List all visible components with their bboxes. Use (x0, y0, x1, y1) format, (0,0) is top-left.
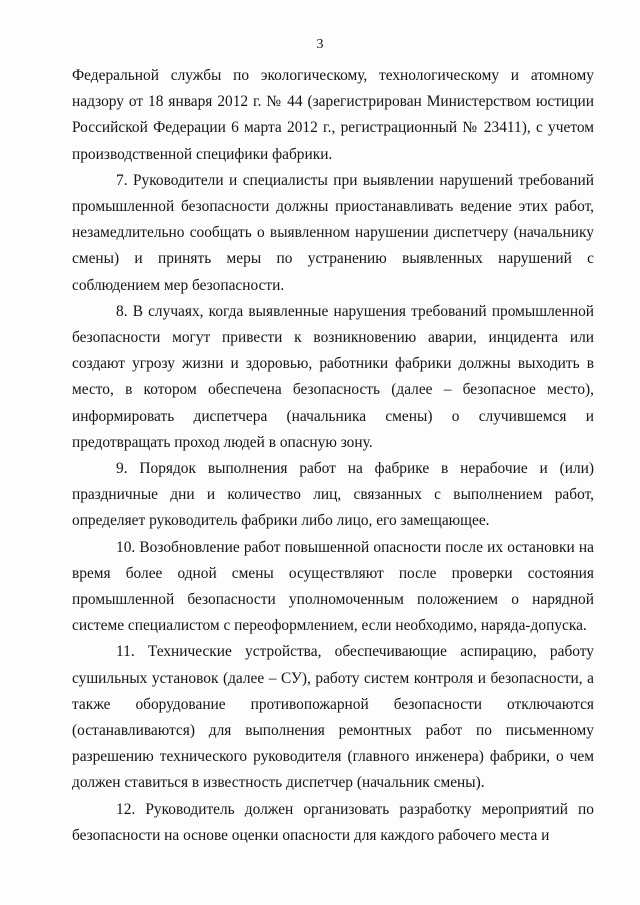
paragraph-10: 10. Возобновление работ повышенной опасности после их остановки на время более одной смены осуществляют после проверки состояния промышленной безопасности уполномоченным положением о нарядной системе специалистом с переоформлением, если необходимо, наряда-допуска. (72, 538, 594, 635)
paragraph-9: 9. Порядок выполнения работ на фабрике в нерабочие и (или) праздничные дни и количество лиц, связанных с выполнением работ, определяет руководитель фабрики либо лицо, его замещающее. (72, 460, 594, 530)
paragraph-7: 7. Руководители и специалисты при выявлении нарушений требований промышленной безопасности должны приостанавливать ведение этих работ, незамедлительно сообщать о выявленном нарушении диспетчеру (начальнику смены) и принять меры по устранению выявленных нарушений с соблюдением мер безопасности. (72, 171, 594, 294)
page-number: 3 (316, 37, 324, 52)
paragraph-continuation: Федеральной службы по экологическому, технологическому и атомному надзору от 18 января 2012 г. № 44 (зарегистрирован Министерством юстиции Российской Федерации 6 марта 2012 г., регистрационный № 23411), с учетом производственной специфики фабрики. (72, 67, 594, 163)
paragraph-12: 12. Руководитель должен организовать разработку мероприятий по безопасности на основе оценки опасности для каждого рабочего места и (72, 800, 594, 844)
paragraph-11: 11. Технические устройства, обеспечивающие аспирацию, работу сушильных установок (далее – СУ), работу систем контроля и безопасности, а также оборудование противопожарной безопасности отключаются (останавливаются) для выполнения ремонтных работ по письменному разрешению технического руководителя (главного инженера) фабрики, о чем должен ставиться в известность диспетчер (начальник смены). (72, 643, 594, 792)
document-body (72, 63, 594, 849)
paragraph-8: 8. В случаях, когда выявленные нарушения требований промышленной безопасности могут привести к возникновению аварии, инцидента или создают угрозу жизни и здоровью, работники фабрики должны выходить в место, в котором обеспечена безопасность (далее – безопасное место), информировать диспетчера (начальника смены) о случившемся и предотвращать проход людей в опасную зону. (72, 302, 594, 451)
